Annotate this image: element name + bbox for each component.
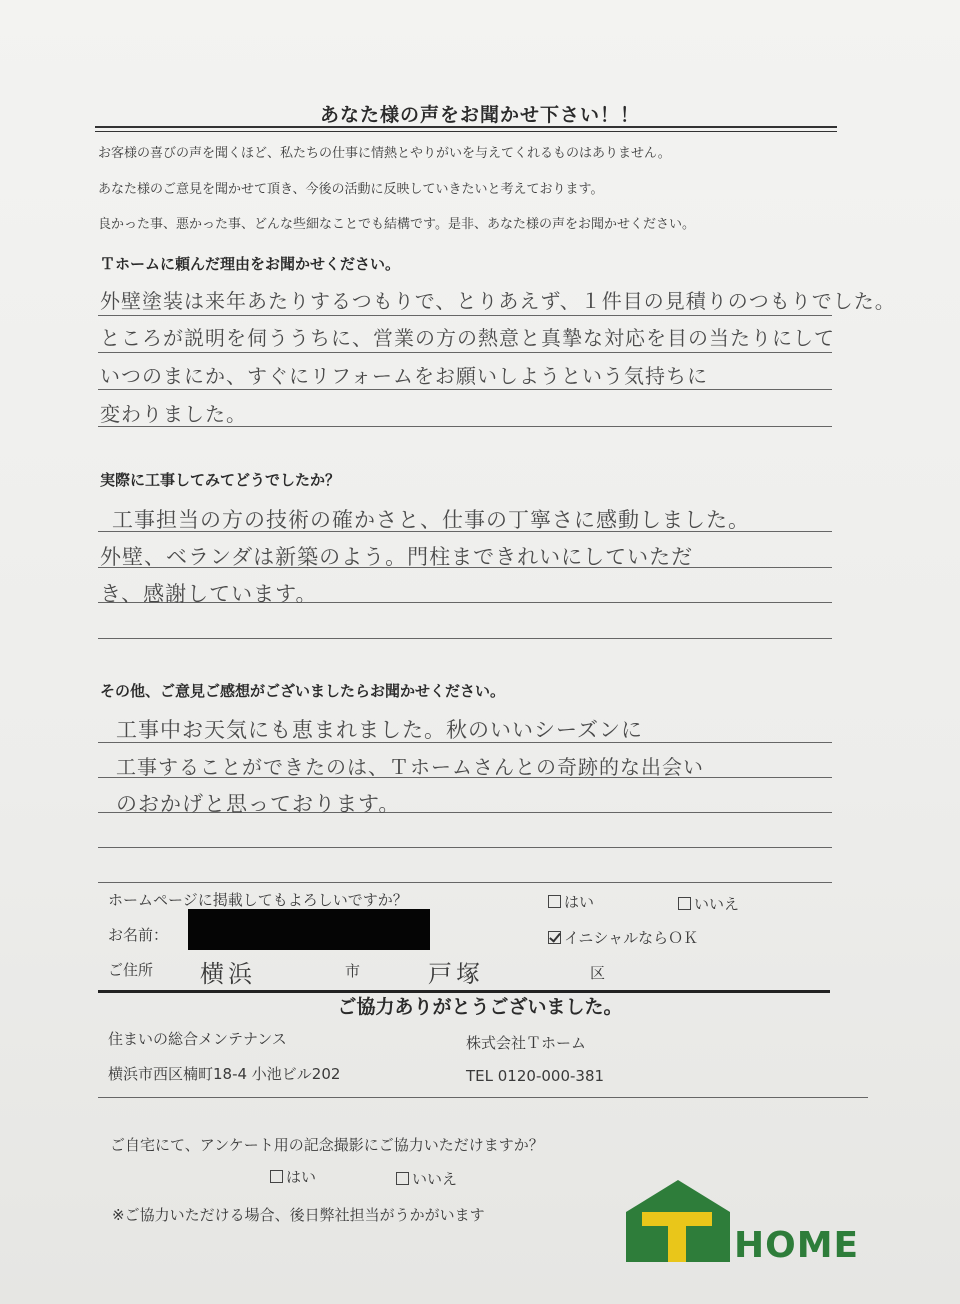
answer-1-line-2: ところが説明を伺ううちに、営業の方の熱意と真摯な対応を目の当たりにして [100, 326, 835, 350]
intro-line-2: あなた様のご意見を聞かせて頂き、今後の活動に反映していきたいと考えております。 [98, 182, 604, 197]
thanks-message: ご協力ありがとうございました。 [337, 996, 623, 1018]
photo-no-checkbox[interactable] [396, 1172, 409, 1185]
answer-rule [98, 352, 832, 353]
photo-no-label: いいえ [412, 1170, 458, 1188]
answer-2-line-3: き、感謝しています。 [100, 582, 318, 606]
company-tagline: 住まいの総合メンテナンス [108, 1030, 287, 1048]
company-tel: TEL 0120-000-381 [466, 1067, 605, 1085]
address-ward-suffix: 区 [590, 964, 606, 982]
answer-2-line-1: 工事担当の方の技術の確かさと、仕事の丁寧さに感動しました。 [112, 508, 750, 532]
publish-no-option[interactable] [678, 893, 739, 914]
no-label: いいえ [694, 895, 740, 913]
answer-rule [98, 882, 832, 883]
title-divider-thin [95, 131, 837, 132]
logo-t-stem [668, 1226, 686, 1262]
page-title: あなた様の声をお聞かせ下さい！！ [319, 104, 640, 126]
footer-note: ※ご協力いただける場合、後日弊社担当がうかがいます [112, 1206, 485, 1224]
photo-yes-label: はい [286, 1168, 317, 1186]
intro-line-3: 良かった事、悪かった事、どんな些細なことでも結構です。是非、あなた様の声をお聞かせください。 [98, 217, 695, 232]
company-address: 横浜市西区楠町18-4 小池ビル202 [108, 1065, 341, 1083]
title-divider [95, 126, 837, 128]
photo-yes-checkbox[interactable] [270, 1170, 283, 1183]
question-3-heading: その他、ご意見ご感想がございましたらお聞かせください。 [100, 682, 506, 700]
address-ward-value: 戸塚 [428, 960, 484, 988]
company-name: 株式会社Ｔホーム [466, 1034, 587, 1052]
yes-label: はい [564, 893, 595, 911]
answer-3-line-2: 工事することができたのは、Ｔホームさんとの奇跡的な出会い [116, 755, 704, 779]
answer-rule [98, 847, 832, 848]
publish-yes-option[interactable] [548, 891, 594, 912]
no-checkbox[interactable] [678, 897, 691, 910]
answer-rule [98, 315, 832, 316]
address-label: ご住所 [108, 961, 154, 979]
answer-3-line-3: のおかげと思っております。 [116, 792, 401, 816]
publish-question: ホームページに掲載してもよろしいですか？ [108, 891, 408, 909]
footer-thin-divider [98, 1097, 868, 1098]
answer-1-line-4: 変わりました。 [100, 402, 247, 426]
initials-checkbox-checked[interactable] [548, 931, 561, 944]
answer-2-line-2: 外壁、ベランダは新築のよう。門柱まできれいにしていただ [100, 545, 694, 569]
address-city-suffix: 市 [345, 962, 361, 980]
photo-no-option[interactable] [396, 1168, 457, 1189]
answer-1-line-1: 外壁塗装は来年あたりするつもりで、とりあえず、１件目の見積りのつもりでした。 [100, 289, 896, 313]
question-1-heading: Ｔホームに頼んだ理由をお聞かせください。 [100, 255, 401, 273]
address-city-value: 横浜 [200, 960, 256, 988]
initials-ok-option[interactable] [548, 927, 698, 948]
photo-yes-option[interactable] [270, 1166, 316, 1187]
logo-text: HOME [734, 1225, 860, 1266]
name-label: お名前： [108, 926, 169, 944]
intro-line-1: お客様の喜びの声を聞くほど、私たちの仕事に情熱とやりがいを与えてくれるものはありません。 [98, 146, 671, 161]
answer-3-line-1: 工事中お天気にも恵まれました。秋のいいシーズンに [116, 718, 643, 742]
yes-checkbox[interactable] [548, 895, 561, 908]
answer-rule [98, 389, 832, 390]
name-redaction [188, 909, 430, 950]
logo-t-bar [642, 1212, 712, 1226]
photo-question: ご自宅にて、アンケート用の記念撮影にご協力いただけますか？ [110, 1136, 544, 1154]
question-2-heading: 実際に工事してみてどうでしたか？ [100, 471, 341, 489]
answer-rule [98, 638, 832, 639]
answer-1-line-3: いつのまにか、すぐにリフォームをお願いしようという気持ちに [100, 364, 708, 388]
initials-label: イニシャルならＯＫ [564, 929, 699, 947]
